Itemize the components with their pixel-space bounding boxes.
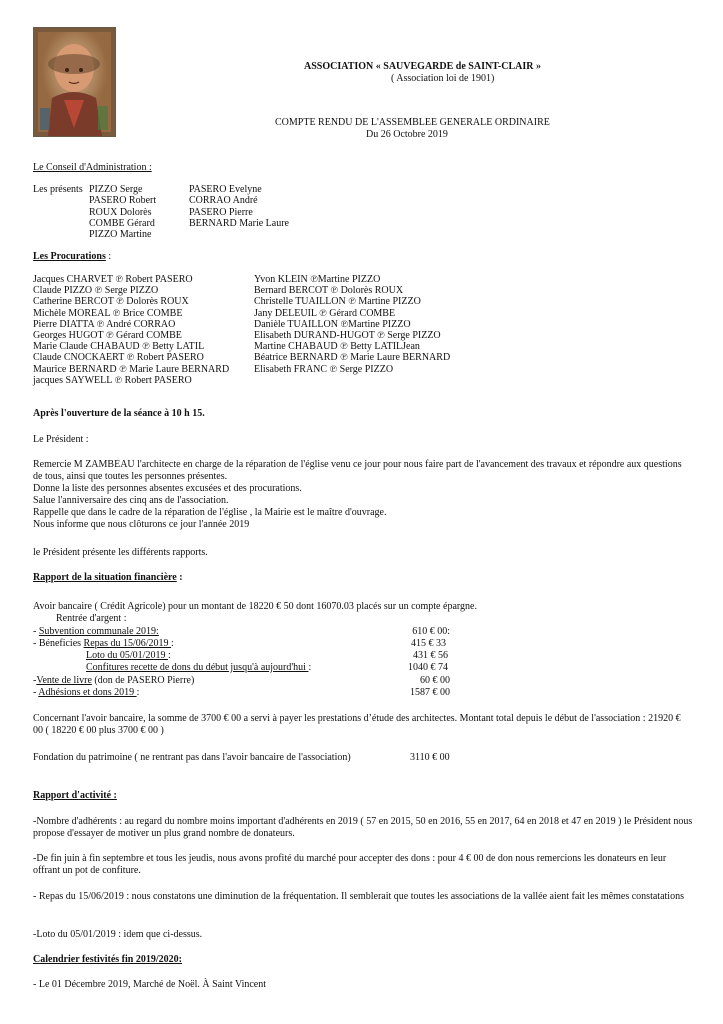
- conseil-member: PASERO Evelyne: [189, 184, 262, 195]
- calendrier-item: - Le 01 Décembre 2019, Marché de Noël. À Saint Vincent: [33, 979, 267, 990]
- finance-row: [86, 650, 171, 662]
- rapports-intro: le Président présente les différents rapports.: [33, 547, 208, 558]
- conseil-member: PASERO Robert: [89, 195, 157, 207]
- avoir-bancaire: Avoir bancaire ( Crédit Agricole) pour un montant de 18220 € 50 dont 16070.03 placés sur un compte épargne.: [33, 601, 477, 612]
- row-prefix: -: [33, 675, 37, 686]
- procurations-heading-line: [33, 251, 111, 262]
- activite-heading: Rapport d'activité :: [33, 790, 117, 801]
- procuration-entry: Martine CHABAUD ℗ Betty LATILJean: [254, 341, 420, 353]
- activite-paragraph: -De fin juin à fin septembre et tous les jeudis, nous avons profité du marché pour accepter des dons : pour 4 € 00 de don nous remercions les donateurs en leur offrant un pot de confiture.: [33, 853, 667, 876]
- procuration-entry: Maurice BERNARD ℗ Marie Laure BERNARD: [33, 363, 230, 375]
- procurations-col1: [33, 274, 229, 386]
- row-label: Repas du 15/06/2019: [83, 638, 172, 649]
- president-item: Rappelle que dans le cadre de la réparation de l'église , la Mairie est le maître d'ouvrage.: [33, 507, 387, 518]
- conseil-member: PIZZO Martine: [89, 229, 152, 241]
- procuration-entry: Claude PIZZO ℗ Serge PIZZO: [33, 285, 159, 297]
- procuration-entry: Elisabeth FRANC ℗ Serge PIZZO: [254, 363, 394, 375]
- president-item: Nous informe que nous clôturons ce jour l'année 2019: [33, 519, 250, 530]
- presents-label: Les présents: [33, 184, 83, 195]
- calendrier-heading: Calendrier festivités fin 2019/2020:: [33, 954, 182, 965]
- row-amount: 60 € 00: [420, 675, 450, 686]
- procurations-colon: :: [105, 251, 112, 262]
- procuration-entry: Béatrice BERNARD ℗ Marie Laure BERNARD: [254, 352, 451, 364]
- activite-paragraph: -Loto du 05/01/2019 : idem que ci-dessus.: [33, 929, 203, 940]
- procuration-entry: Claude CNOCKAERT ℗ Robert PASERO: [33, 352, 204, 364]
- procuration-entry: Jany DELEUIL ℗ Gérard COMBE: [254, 307, 396, 319]
- conseil-member: PASERO Pierre: [189, 206, 253, 218]
- procuration-entry: Elisabeth DURAND-HUGOT ℗ Serge PIZZO: [254, 330, 441, 342]
- finance-row: [86, 662, 311, 674]
- conseil-member: PIZZO Serge: [89, 184, 143, 195]
- seance-opening: Après l'ouverture de la séance à 10 h 15.: [33, 408, 205, 419]
- row-label: Loto du 05/01/2019: [86, 650, 168, 661]
- row-label: Adhésions et dons 2019: [38, 687, 137, 698]
- stained-glass-icon: [34, 28, 115, 136]
- conseil-member: ROUX Dolorès: [89, 206, 152, 218]
- finance-row: [33, 675, 194, 687]
- row-suffix: :: [136, 687, 140, 698]
- row-suffix: :: [167, 650, 171, 661]
- rentree-label: Rentrée d'argent :: [56, 613, 127, 624]
- row-label: Confitures recette de dons du début jusqu'à aujourd'hui: [86, 662, 309, 673]
- procuration-entry: Danièle TUAILLON ℗Martine PIZZO: [254, 318, 411, 330]
- finance-heading: Rapport de la situation financière: [33, 572, 177, 583]
- procuration-entry: Pierre DIATTA ℗ André CORRAO: [33, 318, 176, 330]
- finance-row: [33, 687, 139, 699]
- procuration-entry: Marie Claude CHABAUD ℗ Betty LATIL: [33, 341, 205, 353]
- association-title: ASSOCIATION « SAUVEGARDE de SAINT-CLAIR »: [304, 61, 541, 72]
- finance-row: [33, 638, 174, 650]
- finance-row: [33, 626, 159, 638]
- activite-paragraph: - Repas du 15/06/2019 : nous constatons une diminution de la fréquentation. Il semblerait que toutes les associations de la vallée aient fait les mêmes constatations: [33, 891, 684, 902]
- procuration-entry: Michèle MOREAL ℗ Brice COMBE: [33, 307, 183, 319]
- row-suffix: :: [308, 662, 312, 673]
- procuration-entry: Yvon KLEIN ℗Martine PIZZO: [254, 274, 381, 285]
- row-amount: 431 € 56: [413, 650, 448, 661]
- conseil-col2: [189, 184, 289, 229]
- conseil-member: CORRAO André: [189, 195, 258, 207]
- president-item: Remercie M ZAMBEAU l'architecte en charge de la réparation de l'église venu ce jour pour nous faire part de l'avancement des travaux et répondre aux questions de tous, ainsi que toutes les personnes présentes.: [33, 459, 682, 482]
- procuration-entry: jacques SAYWELL ℗ Robert PASERO: [33, 374, 192, 386]
- row-prefix: -: [33, 626, 39, 637]
- row-amount: 1040 € 74: [408, 662, 448, 673]
- conseil-member: COMBE Gérard: [89, 217, 155, 229]
- procuration-entry: Bernard BERCOT ℗ Dolorès ROUX: [254, 285, 404, 297]
- fondation-amount: 3110 € 00: [410, 752, 450, 763]
- procuration-entry: Catherine BERCOT ℗ Dolorès ROUX: [33, 296, 189, 308]
- row-label: Vente de livre: [36, 675, 92, 686]
- row-suffix: :: [171, 638, 174, 649]
- report-title: COMPTE RENDU DE L'ASSEMBLEE GENERALE ORDINAIRE: [275, 117, 550, 128]
- fondation-line: [33, 752, 351, 764]
- conseil-heading: Le Conseil d'Administration :: [33, 162, 152, 173]
- procurations-col2: [254, 274, 450, 375]
- concernant-paragraph: Concernant l'avoir bancaire, la somme de 3700 € 00 a servi à payer les prestations d’étude des architectes. Montant total depuis le début de l'association : 21920 € 00 ( 18220 € 00 plus 3700 € 00 ): [33, 713, 681, 736]
- procuration-entry: Jacques CHARVET ℗ Robert PASERO: [33, 274, 193, 285]
- conseil-col1: [89, 184, 156, 240]
- report-date: Du 26 Octobre 2019: [366, 129, 448, 140]
- president-item: Donne la liste des personnes absentes excusées et des procurations.: [33, 483, 302, 494]
- fondation-label: Fondation du patrimoine: [33, 752, 135, 763]
- finance-heading-line: [33, 572, 183, 583]
- conseil-member: BERNARD Marie Laure: [189, 217, 289, 229]
- procurations-heading: Les Procurations: [33, 251, 106, 262]
- fondation-text: ( ne rentrant pas dans l'avoir bancaire de l'association): [134, 752, 351, 763]
- finance-heading-colon: :: [176, 572, 183, 583]
- row-prefix: - Béneficies: [33, 638, 84, 649]
- row-label: Subvention communale 2019:: [38, 626, 159, 637]
- president-label: Le Président :: [33, 434, 89, 445]
- procuration-entry: Christelle TUAILLON ℗ Martine PIZZO: [254, 296, 421, 308]
- row-amount: 610 € 00:: [412, 626, 450, 637]
- association-subtitle: ( Association loi de 1901): [391, 73, 495, 84]
- activite-paragraph: -Nombre d'adhérents : au regard du nombre moins important d'adhérents en 2019 ( 57 en 2015, 50 en 2016, 55 en 2017, 64 en 2018 et 47 en 2019 ) le Président nous propose d'essayer de motiver un plus grand nombre de donateurs.: [33, 816, 693, 839]
- row-amount: 415 € 33: [411, 638, 446, 649]
- saint-portrait-image: [33, 27, 116, 137]
- row-amount: 1587 € 00: [410, 687, 450, 698]
- row-suffix: (don de PASERO Pierre): [91, 675, 195, 686]
- procuration-entry: Georges HUGOT ℗ Gérard COMBE: [33, 330, 182, 342]
- row-prefix: -: [33, 687, 39, 698]
- president-items: [33, 459, 693, 531]
- president-item: Salue l'anniversaire des cinq ans de l'association.: [33, 495, 229, 506]
